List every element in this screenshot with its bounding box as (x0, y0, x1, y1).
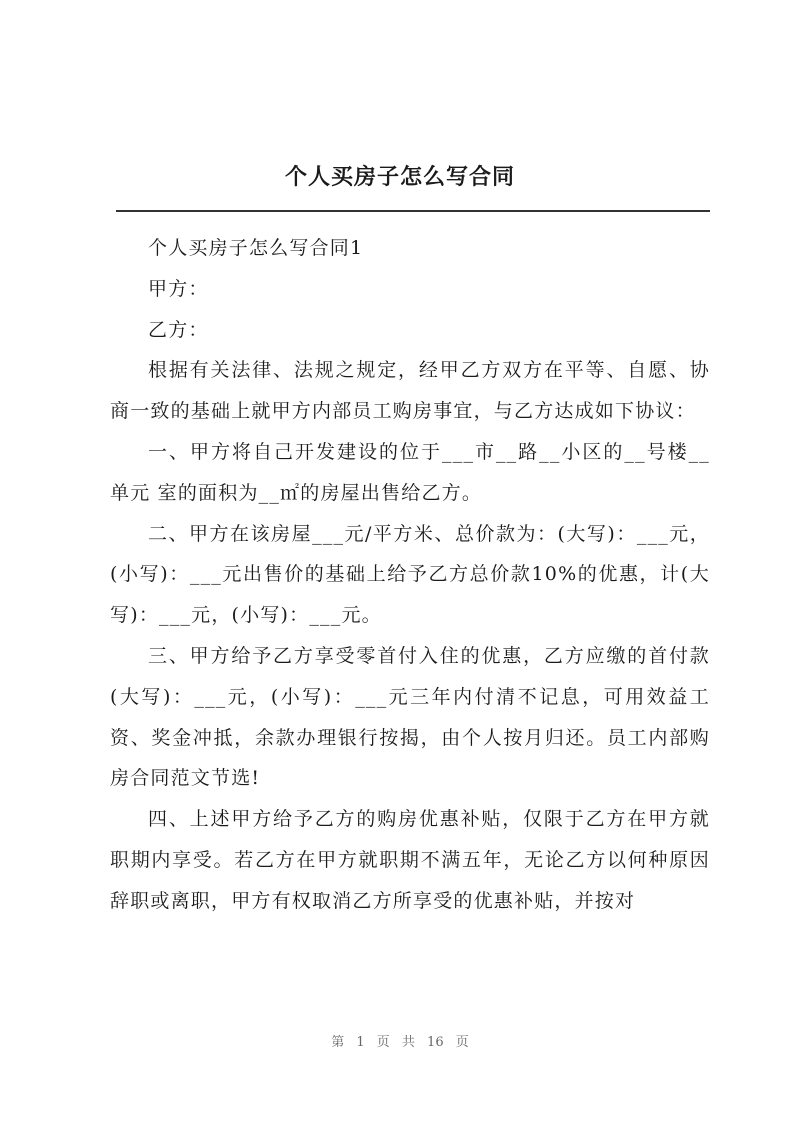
page-number-footer: 第 1 页 共 16 页 (331, 1035, 469, 1050)
clause-3: 三、甲方给予乙方享受零首付入住的优惠，乙方应缴的首付款(大写)：___元，(小写)：___元三年内付清不记息，可用效益工资、奖金冲抵，余款办理银行按揭，由个人按月归还。员工内部购房合同范文节选! (110, 644, 710, 790)
document-body (110, 228, 710, 922)
clause-1: 一、甲方将自己开发建设的位于___市__路__小区的__号楼__单元 室的面积为__㎡的房屋出售给乙方。 (110, 440, 710, 504)
clause-2: 二、甲方在该房屋___元/平方米、总价款为：(大写)：___元，(小写)：___元出售价的基础上给予乙方总价款10%的优惠，计(大写)：___元，(小写)：___元。 (110, 522, 710, 627)
title-divider (116, 210, 710, 212)
party-b-line: 乙方： (148, 318, 209, 341)
party-a-line: 甲方： (148, 277, 209, 300)
contract-heading: 个人买房子怎么写合同1 (148, 237, 364, 259)
document-title: 个人买房子怎么写合同 (284, 164, 515, 190)
preamble-paragraph: 根据有关法律、法规之规定，经甲乙方双方在平等、自愿、协商一致的基础上就甲方内部员工购房事宜，与乙方达成如下协议： (110, 359, 710, 423)
clause-4: 四、上述甲方给予乙方的购房优惠补贴，仅限于乙方在甲方就职期内享受。若乙方在甲方就职期不满五年，无论乙方以何种原因辞职或离职，甲方有权取消乙方所享受的优惠补贴，并按对 (110, 808, 710, 912)
